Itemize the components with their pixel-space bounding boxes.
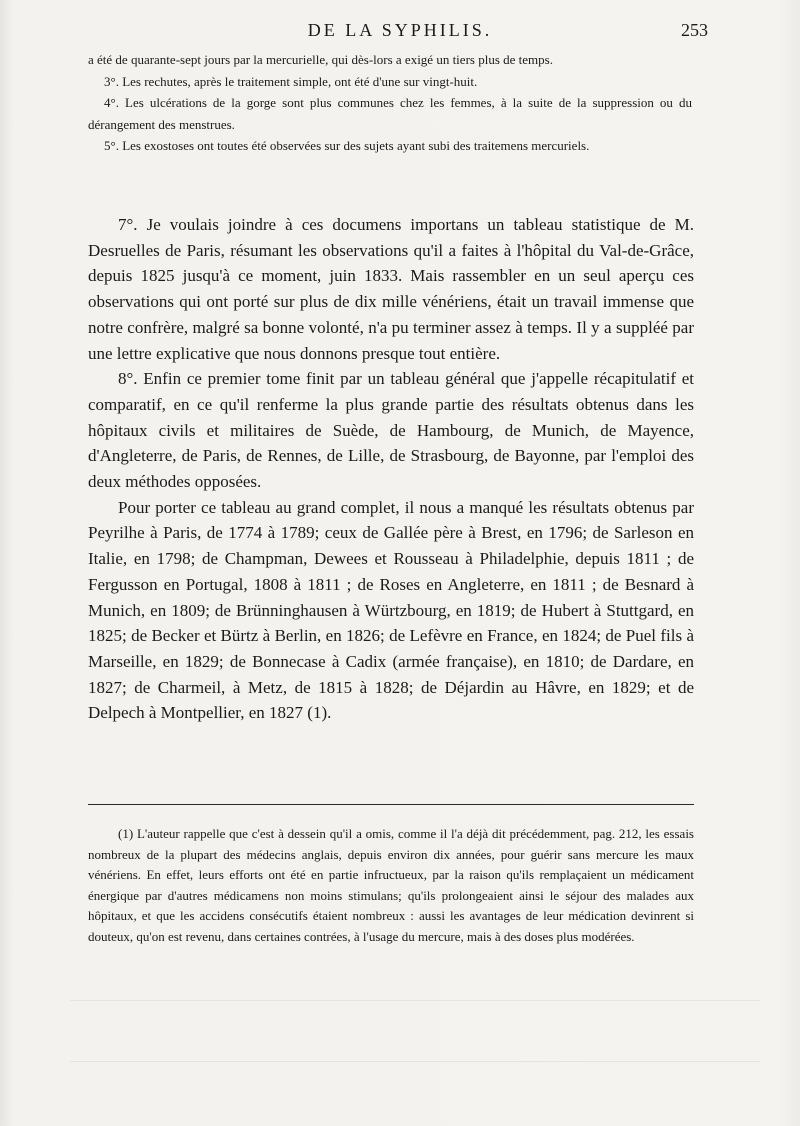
paragraph-results: Pour porter ce tableau au grand complet, il nous a manqué les résultats obtenus par Peyrilhe à Paris, de 1774 à 1789; ceux de Gallée père à Brest, en 1796; de Sarleson en Italie, en 1798; de Champman, Dewees et Rousseau à Philadelphie, depuis 1811 ; de Fergusson en Portugal, 1808 à 1811 ; de Roses en Angleterre, en 1811 ; de Besnard à Munich, en 1809; de Brünninghausen à Würtzbourg, en 1819; de Hubert à Stuttgard, en 1825; de Becker et Bürtz à Berlin, en 1826; de Lefèvre en France, en 1824; de Puel fils à Marseille, en 1829; de Bonnecase à Cadix (armée française), en 1810; de Dardare, en 1827; de Charmeil, à Metz, de 1815 à 1828; de Déjardin au Hâvre, en 1829; et de Delpech à Montpellier, en 1827 (1). bbox=[88, 497, 694, 723]
paragraph-8: 8°. Enfin ce premier tome finit par un tableau général que j'appelle récapitulatif et comparatif, en ce qu'il renferme la plus grande partie des résultats obtenus dans les hôpitaux civils et militaires de Suède, de Hambourg, de Munich, de Mayence, d'Angleterre, de Paris, de Rennes, de Lille, de Strasbourg, de Bayonne, par l'emploi des deux méthodes opposées. bbox=[88, 369, 694, 492]
running-title: DE LA SYPHILIS. bbox=[307, 20, 493, 40]
note-continuation: a été de quarante-sept jours par la mercurielle, qui dès-lors a exigé un tiers plus de temps. bbox=[88, 52, 553, 67]
note-5: 5°. Les exostoses ont toutes été observées sur des sujets ayant subi des traitemens mercuriels. bbox=[104, 138, 590, 153]
show-through-table-bleed bbox=[70, 1000, 760, 1062]
paragraph-7: 7°. Je voulais joindre à ces documens importans un tableau statistique de M. Desruelles de Paris, résumant les observations qu'il a faites à l'hôpital du Val-de-Grâce, depuis 1825 jusqu'à ce moment, juin 1833. Mais rassembler en un seul aperçu ces observations qui ont porté sur plus de dix mille vénériens, était un travail immense que notre confrère, malgré sa bonne volonté, n'a pu terminer assez à temps. Il y a suppléé par une lettre explicative que nous donnons presque tout entière. bbox=[88, 215, 694, 363]
running-head bbox=[0, 20, 800, 44]
footnote bbox=[88, 824, 694, 947]
footnote-rule bbox=[88, 804, 694, 805]
note-4: 4°. Les ulcérations de la gorge sont plus communes chez les femmes, à la suite de la suppression ou du dérangement des menstrues. bbox=[88, 95, 692, 132]
main-text bbox=[88, 212, 694, 726]
note-3: 3°. Les rechutes, après le traitement simple, ont été d'une sur vingt-huit. bbox=[104, 73, 478, 89]
numbered-notes bbox=[88, 49, 692, 157]
footnote-text: (1) L'auteur rappelle que c'est à dessein qu'il a omis, comme il l'a déjà dit précédemment, pag. 212, les essais nombreux de la plupart des médecins anglais, depuis environ dix années, pour guérir sans mercure les maux vénériens. En effet, leurs efforts ont été en partie infructueux, par la raison qu'ils remplaçaient un médicament énergique par d'autres médicamens non moins stimulans; qu'ils prolongeaient ainsi le séjour des malades aux hôpitaux, et que les accidens consécutifs étaient nombreux : aussi les avantages de leur médication devinrent si douteux, qu'on est revenu, dans certaines contrées, à l'usage du mercure, mais à des doses plus modérées. bbox=[88, 826, 694, 944]
page-number: 253 bbox=[681, 20, 708, 40]
